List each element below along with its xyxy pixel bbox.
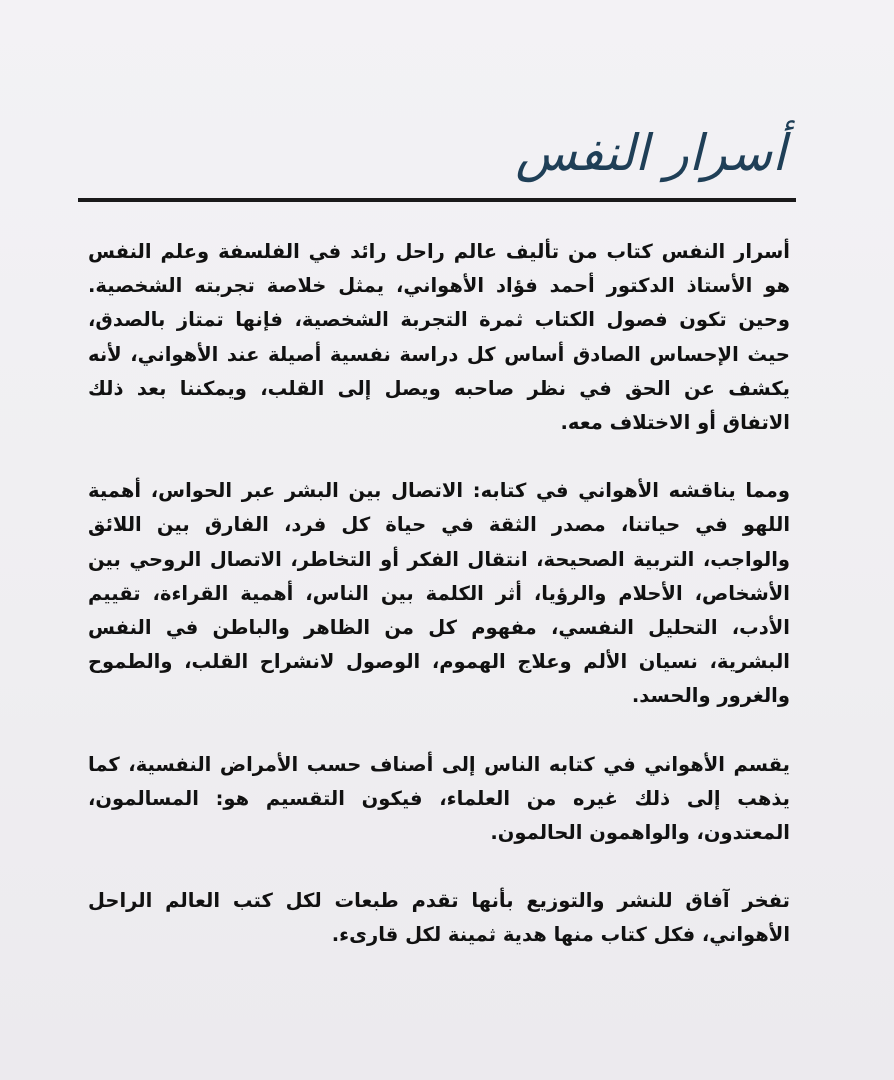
paragraph-intro: أسرار النفس كتاب من تأليف عالم راحل رائد في الفلسفة وعلم النفس هو الأستاذ الدكتور أحمد فؤاد الأهواني، يمثل خلاصة تجربته الشخصية. وحين تكون فصول الكتاب ثمرة التجربة الشخصية، فإنها تمتاز بالصدق، حيث الإحساس الصادق أساس كل دراسة نفسية أصيلة عند الأهواني، لأنه يكشف عن الحق في نظر صاحبه ويصل إلى القلب، ويمكننا بعد ذلك الاتفاق أو الاختلاف معه. [88, 240, 790, 435]
book-title: أسرار النفس [515, 124, 786, 182]
paragraph-topics: ومما يناقشه الأهواني في كتابه: الاتصال بين البشر عبر الحواس، أهمية اللهو في حياتنا، مصدر الثقة في حياة كل فرد، الفارق بين اللائق والواجب، التربية الصحيحة، انتقال الفكر أو التخاطر، الاتصال الروحي بين الأشخاص، الأحلام والرؤيا، أثر الكلمة بين الناس، أهمية القراءة، تقييم الأدب، التحليل النفسي، مفهوم كل من الظاهر والباطن في النفس البشرية، نسيان الألم وعلاج الهموم، الوصول لانشراح القلب، والطموح والغرور والحسد. [88, 479, 790, 708]
title-divider [78, 198, 796, 202]
paragraph-classification: يقسم الأهواني في كتابه الناس إلى أصناف حسب الأمراض النفسية، كما يذهب إلى ذلك غيره من العلماء، فيكون التقسيم هو: المسالمون، المعتدون، والواهمون الحالمون. [88, 752, 790, 845]
blurb [88, 235, 790, 953]
paragraph-publisher: تفخر آفاق للنشر والتوزيع بأنها تقدم طبعات لكل كتب العالم الراحل الأهواني، فكل كتاب منها هدية ثمينة لكل قارىء. [88, 889, 790, 947]
